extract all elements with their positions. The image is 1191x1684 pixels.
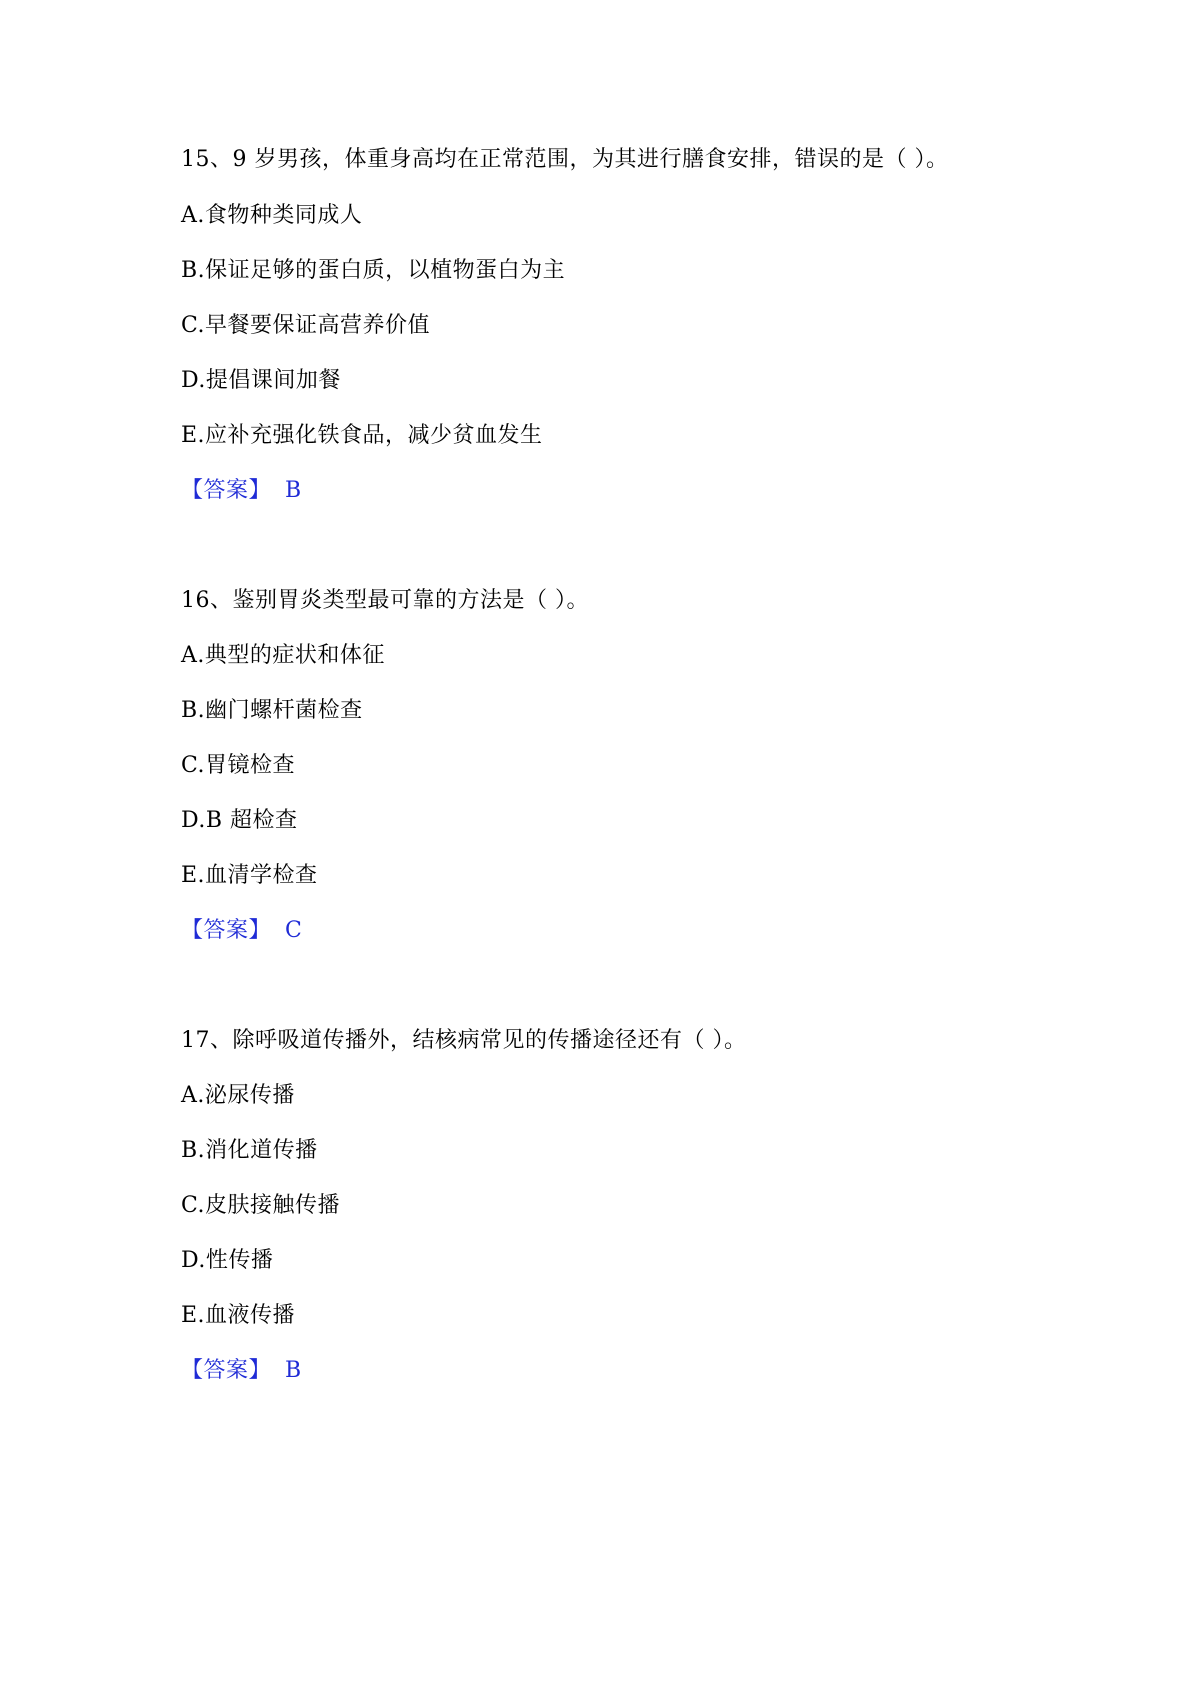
option-b: B.幽门螺杆菌检查 — [181, 698, 363, 723]
answer-value: B — [285, 1358, 302, 1383]
question-stem: 17、除呼吸道传播外，结核病常见的传播途径还有（ ）。 — [181, 1028, 747, 1053]
answer-label: 【答案】 — [181, 1358, 272, 1383]
option-d: D.B 超检查 — [181, 808, 298, 833]
option-c: C.皮肤接触传播 — [181, 1193, 341, 1218]
answer-line — [181, 1356, 302, 1386]
option-d: D.性传播 — [181, 1248, 274, 1273]
question-stem: 15、9 岁男孩，体重身高均在正常范围，为其进行膳食安排，错误的是（ ）。 — [181, 147, 949, 172]
option-d: D.提倡课间加餐 — [181, 368, 341, 393]
answer-line — [181, 476, 302, 506]
option-a: A.典型的症状和体征 — [181, 643, 385, 668]
answer-label: 【答案】 — [181, 918, 272, 943]
option-b: B.消化道传播 — [181, 1138, 318, 1163]
option-e: E.血清学检查 — [181, 863, 318, 888]
option-c: C.胃镜检查 — [181, 753, 296, 778]
option-a: A.食物种类同成人 — [181, 203, 363, 228]
question-stem: 16、鉴别胃炎类型最可靠的方法是（ ）。 — [181, 588, 589, 613]
option-a: A.泌尿传播 — [181, 1083, 295, 1108]
answer-value: B — [285, 478, 302, 503]
option-b: B.保证足够的蛋白质，以植物蛋白为主 — [181, 258, 566, 283]
answer-value: C — [285, 918, 303, 943]
option-c: C.早餐要保证高营养价值 — [181, 313, 431, 338]
option-e: E.血液传播 — [181, 1303, 296, 1328]
answer-line — [181, 916, 302, 946]
answer-label: 【答案】 — [181, 478, 272, 503]
option-e: E.应补充强化铁食品，减少贫血发生 — [181, 423, 543, 448]
